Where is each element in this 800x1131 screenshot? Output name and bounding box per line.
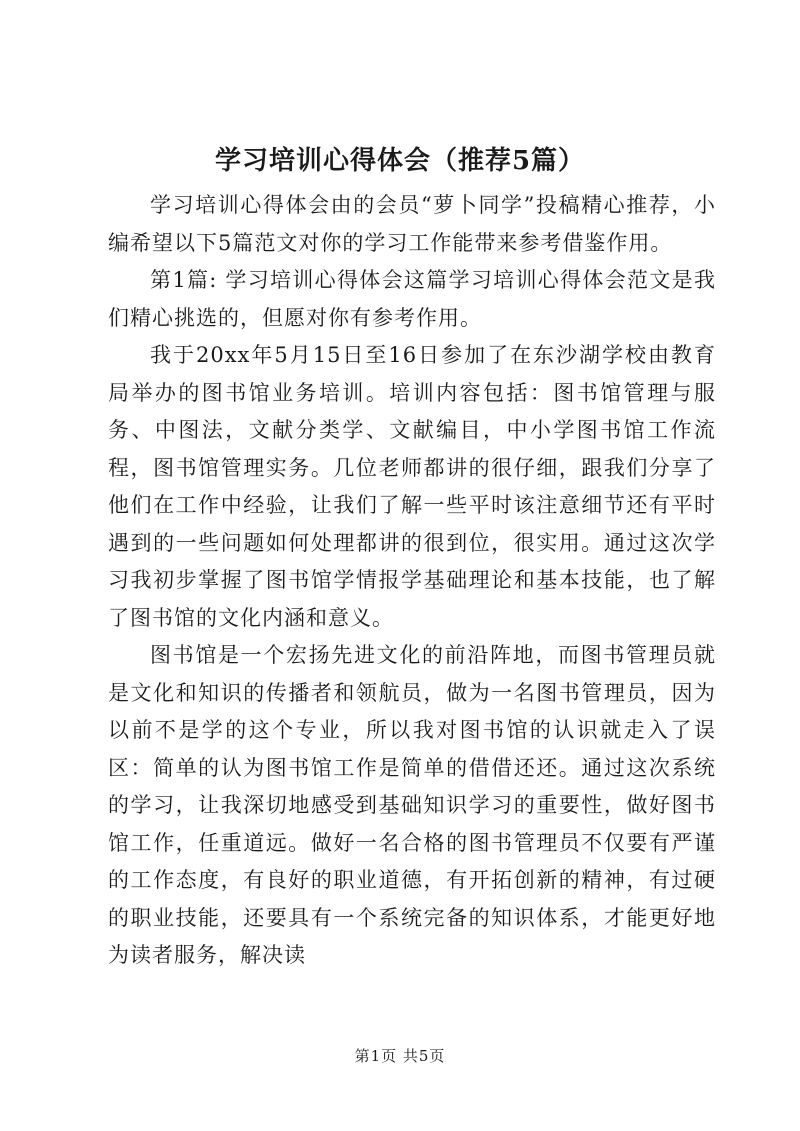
paragraph-training: 我于20xx年5月15日至16日参加了在东沙湖学校由教育局举办的图书馆业务培训。培训内容包括：图书馆管理与服务、中图法，文献分类学、文献编目，中小学图书馆工作流程，图书馆管理实务。几位老师都讲的很仔细，跟我们分享了他们在工作中经验，让我们了解一些平时该注意细节还有平时遇到的一些问题如何处理都讲的很到位，很实用。通过这次学习我初步掌握了图书馆学情报学基础理论和基本技能，也了解了图书馆的文化内涵和意义。 [108,343,716,630]
paragraph-library: 图书馆是一个宏扬先进文化的前沿阵地，而图书管理员就是文化和知识的传播者和领航员，做为一名图书管理员，因为以前不是学的这个专业，所以我对图书馆的认识就走入了误区：简单的认为图书馆工作是简单的借借还还。通过这次系统的学习，让我深切地感受到基础知识学习的重要性，做好图书馆工作，任重道远。做好一名合格的图书管理员不仅要有严谨的工作态度，有良好的职业道德，有开拓创新的精神，有过硬的职业技能，还要具有一个系统完备的知识体系，才能更好地为读者服务，解决读 [108,643,716,967]
page-footer: 第1页 共5页 [354,1047,446,1065]
paragraph-intro: 学习培训心得体会由的会员“萝卜同学”投稿精心推荐，小编希望以下5篇范文对你的学习工作能带来参考借鉴作用。 [108,193,716,255]
paragraph-article-1-intro: 第1篇: 学习培训心得体会这篇学习培训心得体会范文是我们精心挑选的，但愿对你有参考作用。 [108,268,716,330]
page-title: 学习培训心得体会（推荐5篇） [214,146,586,176]
document-body [108,187,716,975]
